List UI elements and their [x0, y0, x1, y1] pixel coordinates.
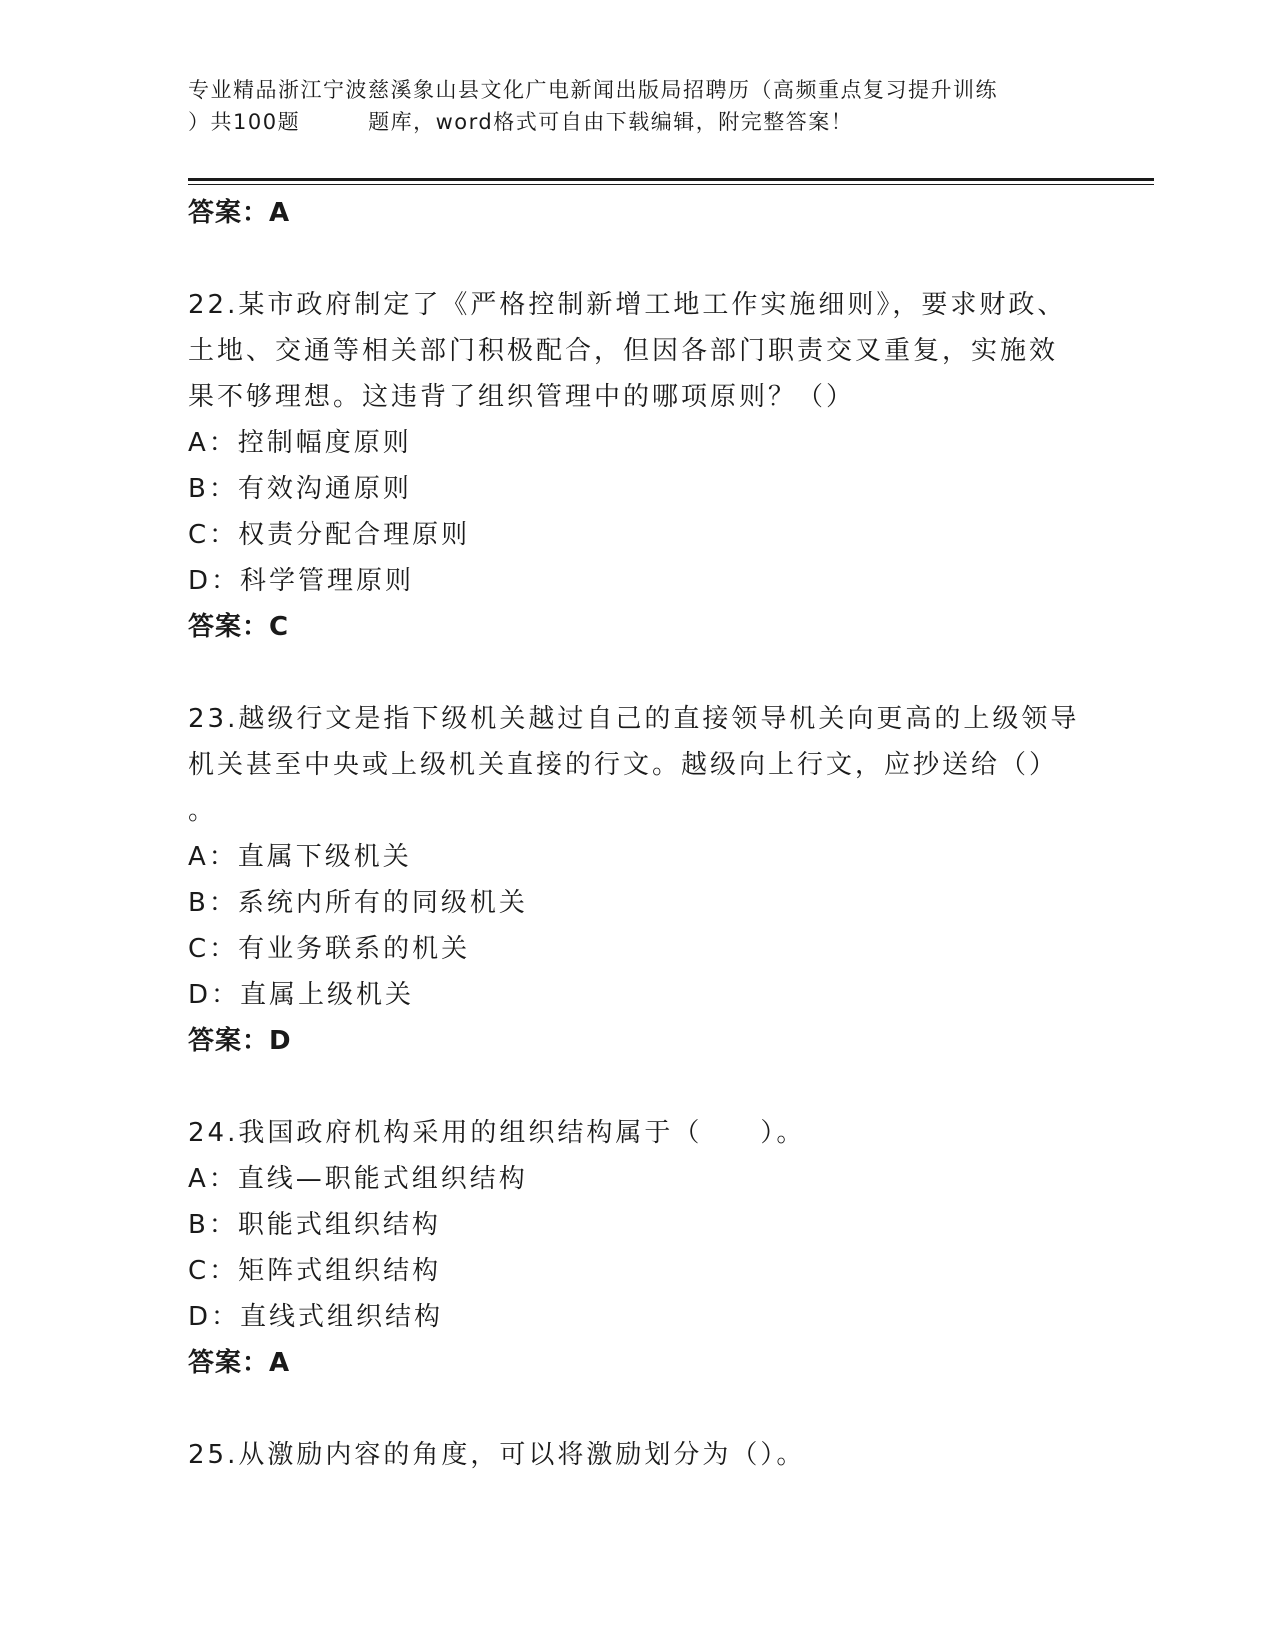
question-25: [188, 1432, 1088, 1478]
question-22: [188, 282, 1088, 650]
previous-answer: 答案：A: [188, 198, 291, 228]
option-a: A：直线—职能式组织结构: [188, 1164, 528, 1194]
question-stem-line: 24.我国政府机构采用的组织结构属于（ ）。: [188, 1118, 806, 1148]
document-header: [188, 74, 1088, 138]
header-rule-thick: [188, 178, 1154, 181]
option-b: B：系统内所有的同级机关: [188, 888, 528, 918]
header-line-2-right: 题库，word格式可自由下载编辑，附完整答案！: [368, 110, 854, 134]
option-b: B：有效沟通原则: [188, 474, 412, 504]
option-a: A：直属下级机关: [188, 842, 412, 872]
option-d: D：直线式组织结构: [188, 1302, 444, 1332]
question-stem-line: 23.越级行文是指下级机关越过自己的直接领导机关向更高的上级领导: [188, 704, 1080, 734]
question-list: [188, 190, 1088, 1478]
option-d: D：直属上级机关: [188, 980, 415, 1010]
question-stem-line: 果不够理想。这违背了组织管理中的哪项原则？（）: [188, 382, 856, 412]
option-a: A：控制幅度原则: [188, 428, 412, 458]
option-d: D：科学管理原则: [188, 566, 415, 596]
question-stem-line: 土地、交通等相关部门积极配合，但因各部门职责交叉重复，实施效: [188, 336, 1059, 366]
header-rule-thin: [188, 184, 1154, 185]
answer: 答案：D: [188, 1026, 292, 1056]
question-stem-line: 。: [188, 796, 218, 826]
answer: 答案：C: [188, 612, 290, 642]
question-stem-line: 22.某市政府制定了《严格控制新增工地工作实施细则》，要求财政、: [188, 290, 1067, 320]
option-c: C：有业务联系的机关: [188, 934, 471, 964]
question-23: [188, 696, 1088, 1064]
option-b: B：职能式组织结构: [188, 1210, 441, 1240]
answer: 答案：A: [188, 1348, 291, 1378]
option-c: C：矩阵式组织结构: [188, 1256, 442, 1286]
question-stem-line: 机关甚至中央或上级机关直接的行文。越级向上行文，应抄送给（）: [188, 750, 1059, 780]
header-line-2-left: ）共100题: [188, 110, 301, 134]
header-line-2: [188, 106, 1088, 138]
question-stem-line: 25.从激励内容的角度，可以将激励划分为（）。: [188, 1440, 806, 1470]
option-c: C：权责分配合理原则: [188, 520, 471, 550]
header-line-1: 专业精品浙江宁波慈溪象山县文化广电新闻出版局招聘历（高频重点复习提升训练: [188, 78, 998, 102]
question-24: [188, 1110, 1088, 1386]
